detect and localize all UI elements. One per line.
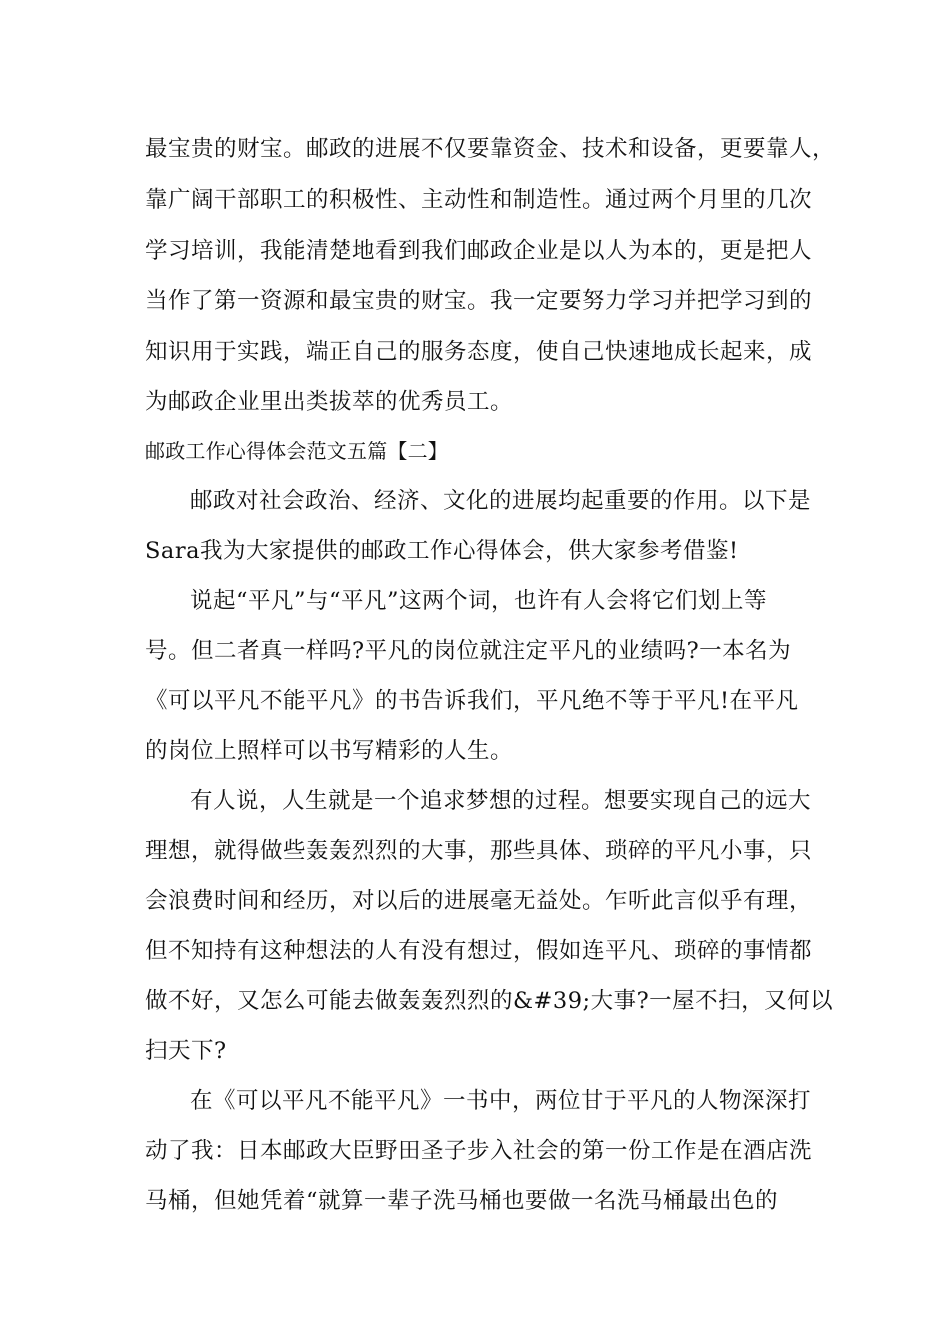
paragraph-line: 动了我：日本邮政大臣野田圣子步入社会的第一份工作是在酒店洗 [145, 1138, 813, 1164]
paragraph-line: 号。但二者真一样吗?平凡的岗位就注定平凡的业绩吗?一本名为 [145, 638, 792, 664]
paragraph-line: 的岗位上照样可以书写精彩的人生。 [145, 738, 514, 764]
paragraph-line: 做不好，又怎么可能去做轰轰烈烈的&#39;大事?一屋不扫，又何以 [145, 988, 834, 1014]
paragraph-line: 靠广阔干部职工的积极性、主动性和制造性。通过两个月里的几次 [145, 187, 813, 213]
paragraph-line: 知识用于实践，端正自己的服务态度，使自己快速地成长起来，成 [145, 339, 813, 365]
paragraph-line: 在《可以平凡不能平凡》一书中，两位甘于平凡的人物深深打 [190, 1088, 812, 1114]
paragraph-line: 学习培训，我能清楚地看到我们邮政企业是以人为本的，更是把人 [145, 238, 813, 264]
paragraph-line: 最宝贵的财宝。邮政的进展不仅要靠资金、技术和设备，更要靠人， [145, 136, 836, 162]
section-heading: 邮政工作心得体会范文五篇【二】 [145, 439, 448, 463]
paragraph-line: 理想，就得做些轰轰烈烈的大事，那些具体、琐碎的平凡小事，只 [145, 838, 813, 864]
paragraph-line: 会浪费时间和经历，对以后的进展毫无益处。乍听此言似乎有理， [145, 888, 813, 914]
paragraph-line: 有人说，人生就是一个追求梦想的过程。想要实现自己的远大 [190, 788, 812, 814]
paragraph-line: 为邮政企业里出类拔萃的优秀员工。 [145, 389, 514, 415]
paragraph-line: Sara我为大家提供的邮政工作心得体会，供大家参考借鉴! [145, 538, 739, 564]
paragraph-line: 但不知持有这种想法的人有没有想过，假如连平凡、琐碎的事情都 [145, 938, 813, 964]
paragraph-line: 说起“平凡”与“平凡”这两个词，也许有人会将它们划上等 [190, 588, 768, 614]
paragraph-line: 扫天下? [145, 1038, 227, 1064]
paragraph-line: 当作了第一资源和最宝贵的财宝。我一定要努力学习并把学习到的 [145, 288, 813, 314]
paragraph-line: 《可以平凡不能平凡》的书告诉我们，平凡绝不等于平凡!在平凡 [145, 688, 799, 714]
paragraph-line: 马桶，但她凭着“就算一辈子洗马桶也要做一名洗马桶最出色的 [145, 1188, 779, 1214]
paragraph-line: 邮政对社会政治、经济、文化的进展均起重要的作用。以下是 [190, 488, 812, 514]
